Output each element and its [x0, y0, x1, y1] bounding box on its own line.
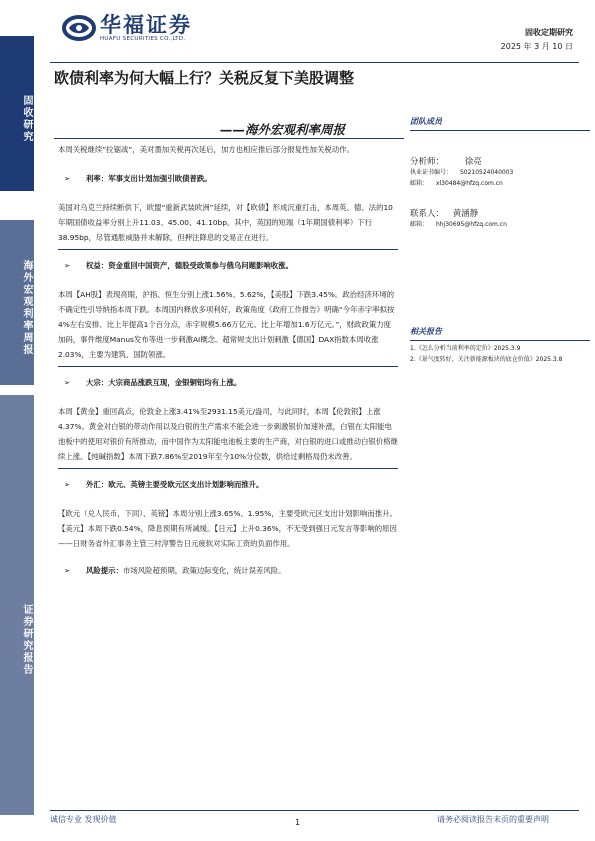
arrow-bullet-icon: ➢ [64, 261, 71, 270]
contact-email-row [410, 219, 590, 230]
report-body [58, 142, 398, 578]
section-paragraph: 美国对乌克兰持续断供下，欧盟“重新武装欧洲”延续，对【欧债】形成沉重打击，本周英、德、法的10年期国债收益率分别上升11.03、45.00、41.10bp。其中，英国的短端（1年期国债利率）下行38.95bp，尽管通胀威胁并未解除，但押注降息的交易正在进行。 [58, 203, 393, 242]
analyst-row [410, 155, 590, 167]
page-number: 1 [295, 818, 301, 827]
section-heading-text: 大宗商品涨跌互现，金银铜铝均有上涨。 [108, 378, 242, 387]
section-label: 外汇： [86, 480, 109, 489]
analyst-email[interactable]: xl30484@hfzq.com.cn [435, 180, 503, 187]
company-logo [62, 14, 192, 42]
cert-number: S0210524040003 [459, 169, 514, 176]
report-subtitle: ——海外宏观利率周报 [220, 122, 346, 137]
section-heading [58, 477, 398, 492]
team-divider [410, 130, 590, 131]
section-label: 风险提示： [86, 566, 123, 575]
section-heading [58, 563, 398, 578]
related-item[interactable]: 2.《景气度转好，关注新能源板块的底仓价值》2025.3.8 [410, 356, 563, 363]
section-divider [58, 366, 398, 367]
section-paragraph: 本周【黄金】重回高点，伦敦金上涨3.41%至2931.15美元/盎司，与此同时，本周【伦敦银】上涨4.37%。黄金对白银的带动作用以及白银的生产需求不能会进一步刺激银价加速补涨，白银在太阳能电池板中的使用对银价有所推动，而中国作为太阳能电池板主要的生产商，对白银的进口或推动白银价格继续上涨。【纯碱指数】本周下跌7.86%至2019年至今10%分位数，供给过剩格局仍未改善。 [58, 407, 398, 461]
footer-slogan: 诚信专业 发现价值 [50, 815, 117, 824]
section-divider [58, 468, 398, 469]
related-item[interactable]: 1.《怎么分析当前利率的定价》2025.3.9 [410, 345, 521, 352]
section-divider [58, 249, 398, 250]
analyst-email-row [410, 178, 590, 189]
related-divider [410, 340, 590, 341]
section-heading-text: 欧元、英镑主要受欧元区支出计划影响而推升。 [108, 480, 264, 489]
report-title: 欧债利率为何大幅上行？关税反复下美股调整 [54, 69, 355, 87]
email-label: 邮箱： [410, 180, 429, 187]
footer-divider [50, 810, 579, 811]
section-label: 利率： [86, 174, 109, 183]
arrow-bullet-icon: ➢ [64, 480, 71, 489]
section-paragraph: 本周【AH股】表现亮眼，沪指、恒生分别上涨1.56%、5.62%，【美股】下跌3.45%。政治经济环境的不确定性引导纳指本周下跌。本周国内释放多项利好，政策角度《政府工作报告》明确“今年赤字率拟按4%左右安排、比上年提高1个百分点，赤字规模5.66万亿元、比上年增加1.6万亿元。”，财政政策力度加码，事件维度Manus发布等进一步刺激AI概念。超常规支出计划刺激【德国】DAX指数本周收涨2.03%，主要为建筑、国防领涨。 [58, 290, 395, 359]
cert-row [410, 167, 590, 178]
section-heading-text: 军事支出计划加强引欧债普跌。 [108, 174, 212, 183]
sidebar-label-category: 固收研究 [0, 36, 34, 191]
section-fx [58, 477, 398, 563]
team-title: 团队成员 [410, 117, 442, 126]
section-rates [58, 171, 398, 250]
arrow-bullet-icon: ➢ [64, 566, 71, 575]
contact-label: 联系人： [410, 209, 445, 219]
cert-label: 执业证书编号： [410, 169, 453, 176]
right-column [410, 116, 590, 365]
section-equity [58, 258, 398, 367]
logo-english-name: HUAFU SECURITIES CO.,LTD. [100, 36, 186, 42]
logo-chinese-name: 华福证券 [100, 13, 192, 37]
arrow-bullet-icon: ➢ [64, 378, 71, 387]
logo-swirl-icon [62, 15, 96, 41]
section-heading-text: 资金重回中国资产，德股受政策参与俄乌问题影响收涨。 [108, 261, 293, 270]
contact-email[interactable]: hhj30695@hfzq.com.cn [435, 221, 507, 228]
section-commodities [58, 375, 398, 469]
footer-disclaimer: 请务必阅读报告末页的重要声明 [437, 815, 549, 824]
section-heading-text: 市场风险超预期，政策边际变化，统计误差风险。 [122, 566, 286, 575]
contact-row [410, 207, 590, 219]
section-paragraph: 【欧元（兑人民币，下同）、英镑】本周分别上涨3.65%、1.95%，主要受欧元区支出计划影响而推升。【美元】本周下跌0.54%，降息预期有所减缓。【日元】上升0.36%，不无受到强日元发言等影响的原因——日财务省外汇事务主管三村淳警告日元疲软对实际工资的负面作用。 [58, 509, 397, 548]
section-risk [58, 563, 398, 578]
report-date: 2025 年 3 月 10 日 [500, 42, 573, 51]
sidebar [0, 0, 34, 841]
email-label: 邮箱： [410, 221, 429, 228]
sidebar-label-series: 海外宏观利率周报 [0, 220, 34, 385]
related-title: 相关报告 [410, 327, 442, 336]
section-heading [58, 171, 398, 186]
sidebar-label-report-type: 证券研究报告 [0, 395, 34, 815]
title-divider [54, 138, 404, 139]
report-header-meta [501, 26, 573, 54]
report-category: 固收定期研究 [525, 28, 573, 37]
section-label: 权益： [86, 261, 109, 270]
intro-paragraph: 本周关税继续“拉锯战”，美对墨加关税再次延后，加方也相应推后部分报复性加关税动作。 [58, 145, 354, 154]
header-divider [50, 62, 579, 63]
contact-name: 黄涵静 [452, 209, 479, 219]
section-label: 大宗： [86, 378, 109, 387]
section-heading [58, 375, 398, 390]
section-heading [58, 258, 398, 273]
analyst-name: 徐亮 [464, 157, 482, 167]
related-reports [410, 326, 590, 365]
analyst-label: 分析师： [410, 157, 445, 167]
arrow-bullet-icon: ➢ [64, 174, 71, 183]
